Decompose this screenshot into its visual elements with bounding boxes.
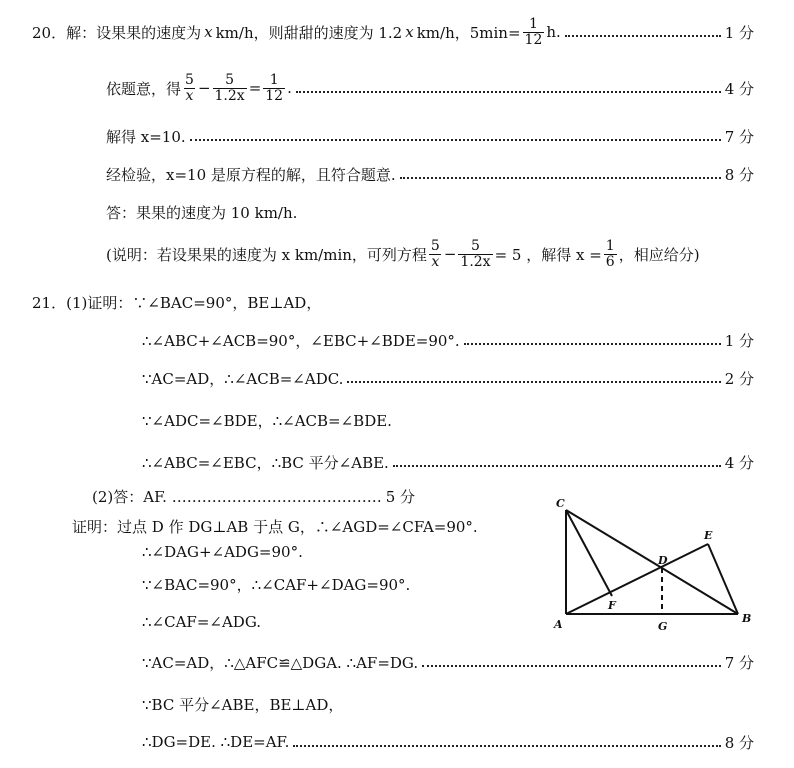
q20-l4-text: 经检验，x=10 是原方程的解，且符合题意. xyxy=(106,165,396,184)
q21-line-3 xyxy=(142,360,754,396)
segment-cb xyxy=(566,510,738,614)
q21-line-4 xyxy=(142,402,392,438)
score: 1 分 xyxy=(724,331,754,350)
q20-line-2 xyxy=(106,70,754,106)
dot-leader xyxy=(400,177,721,179)
note-text-a: (说明：若设果果的速度为 x km/min，可列方程 xyxy=(106,245,427,264)
q21-line-2 xyxy=(142,322,754,358)
q20-number: 20． xyxy=(32,23,67,42)
q21-proof-2 xyxy=(142,534,303,570)
dot-leader xyxy=(347,381,720,383)
q21-l4-text: ∵∠ADC=∠BDE，∴∠ACB=∠BDE. xyxy=(142,411,392,430)
proof-2-text: ∴∠DAG+∠ADG=90°. xyxy=(142,543,303,561)
q20-text-b: km/h，则甜甜的速度为 1.2 xyxy=(215,23,403,42)
minus-sign: − xyxy=(443,245,457,263)
label-c: C xyxy=(556,497,565,510)
q21-line-5 xyxy=(142,444,754,480)
score: 5 分 xyxy=(385,487,416,506)
q20-l5-text: 答：果果的速度为 10 km/h. xyxy=(106,203,298,222)
score: 2 分 xyxy=(724,369,754,388)
label-g: G xyxy=(658,620,668,633)
q20-l2-text: 依题意，得 xyxy=(106,79,182,98)
q21-l3-text: ∵AC=AD，∴∠ACB=∠ADC. xyxy=(142,369,344,388)
equals-sign: = xyxy=(248,79,262,97)
q21-proof-6 xyxy=(142,686,343,722)
proof-7-text: ∴DG=DE. ∴DE=AF. xyxy=(142,733,290,751)
q20-var-x2: x xyxy=(405,23,414,41)
q20-note xyxy=(106,236,700,272)
score: 8 分 xyxy=(724,733,754,752)
proof-3-text: ∵∠BAC=90°，∴∠CAF+∠DAG=90°. xyxy=(142,575,411,594)
label-d: D xyxy=(658,554,668,567)
fraction-5-x-note: $\frac{5}{x}$ xyxy=(430,237,440,270)
proof-6-text: ∵BC 平分∠ABE，BE⊥AD， xyxy=(142,695,344,714)
q20-text-a: 解：设果果的速度为 xyxy=(66,23,202,42)
fraction-5-x: $\frac{5}{x}$ xyxy=(185,71,194,104)
fraction-1-12-b: $\frac{1}{12}$ xyxy=(265,71,284,104)
q21-proof-7 xyxy=(142,724,754,760)
proof-1-text: 证明：过点 D 作 DG⊥AB 于点 G，∴∠AGD=∠CFA=90°. xyxy=(72,517,478,536)
note-text-b: = 5 ，解得 x = xyxy=(494,245,602,264)
period: . xyxy=(287,79,292,97)
q20-line-5 xyxy=(106,194,297,230)
q20-text-d: h. xyxy=(546,23,561,41)
score: 8 分 xyxy=(724,165,754,184)
dot-leader xyxy=(464,343,721,345)
score: 4 分 xyxy=(724,79,754,98)
dot-leader xyxy=(296,91,721,93)
dot-leader xyxy=(422,665,721,667)
score: 4 分 xyxy=(724,453,754,472)
label-b: B xyxy=(742,612,752,625)
label-f: F xyxy=(608,599,616,612)
minus-sign: − xyxy=(197,79,211,97)
q21-line-1 xyxy=(32,284,321,320)
fraction-1-6: $\frac{1}{6}$ xyxy=(605,237,615,270)
note-text-c: ，相应给分) xyxy=(618,245,700,264)
q20-line-4 xyxy=(106,156,754,192)
dot-leader xyxy=(565,35,721,37)
q20-text-c: km/h，5min= xyxy=(416,23,521,42)
label-e: E xyxy=(704,529,713,542)
proof-5-text: ∵AC=AD，∴△AFC≌△DGA. ∴AF=DG. xyxy=(142,653,419,672)
q20-l3-text: 解得 x=10. xyxy=(106,127,186,146)
score: 7 分 xyxy=(724,127,754,146)
fraction-1-12: $\frac{1}{12}$ xyxy=(524,15,543,48)
q21-l2-text: ∴∠ABC+∠ACB=90°，∠EBC+∠BDE=90°. xyxy=(142,331,460,350)
score: 7 分 xyxy=(724,653,754,672)
dot-leader xyxy=(293,745,720,747)
segment-eb xyxy=(708,544,738,614)
score: 1 分 xyxy=(724,23,754,42)
q21-proof-4 xyxy=(142,604,261,640)
q20-var-x: x xyxy=(204,23,213,41)
proof-4-text: ∴∠CAF=∠ADG. xyxy=(142,613,262,631)
segment-ae xyxy=(566,544,708,614)
label-a: A xyxy=(554,618,563,631)
q21-part2-text: (2)答：AF. …………………………………… xyxy=(92,487,382,506)
q21-proof-5 xyxy=(142,644,754,680)
q20-line-1 xyxy=(32,14,754,50)
geometry-diagram xyxy=(548,496,758,636)
fraction-5-1.2x-note: $\frac{5}{1.2x}$ xyxy=(460,237,491,270)
q20-line-3 xyxy=(106,118,754,154)
dot-leader xyxy=(393,465,721,467)
q21-l1-text: 21．(1)证明：∵∠BAC=90°，BE⊥AD， xyxy=(32,293,322,312)
q21-proof-3 xyxy=(142,566,410,602)
fraction-5-1.2x: $\frac{5}{1.2x}$ xyxy=(214,71,245,104)
dot-leader xyxy=(190,139,721,141)
q21-l5-text: ∴∠ABC=∠EBC，∴BC 平分∠ABE. xyxy=(142,453,389,472)
